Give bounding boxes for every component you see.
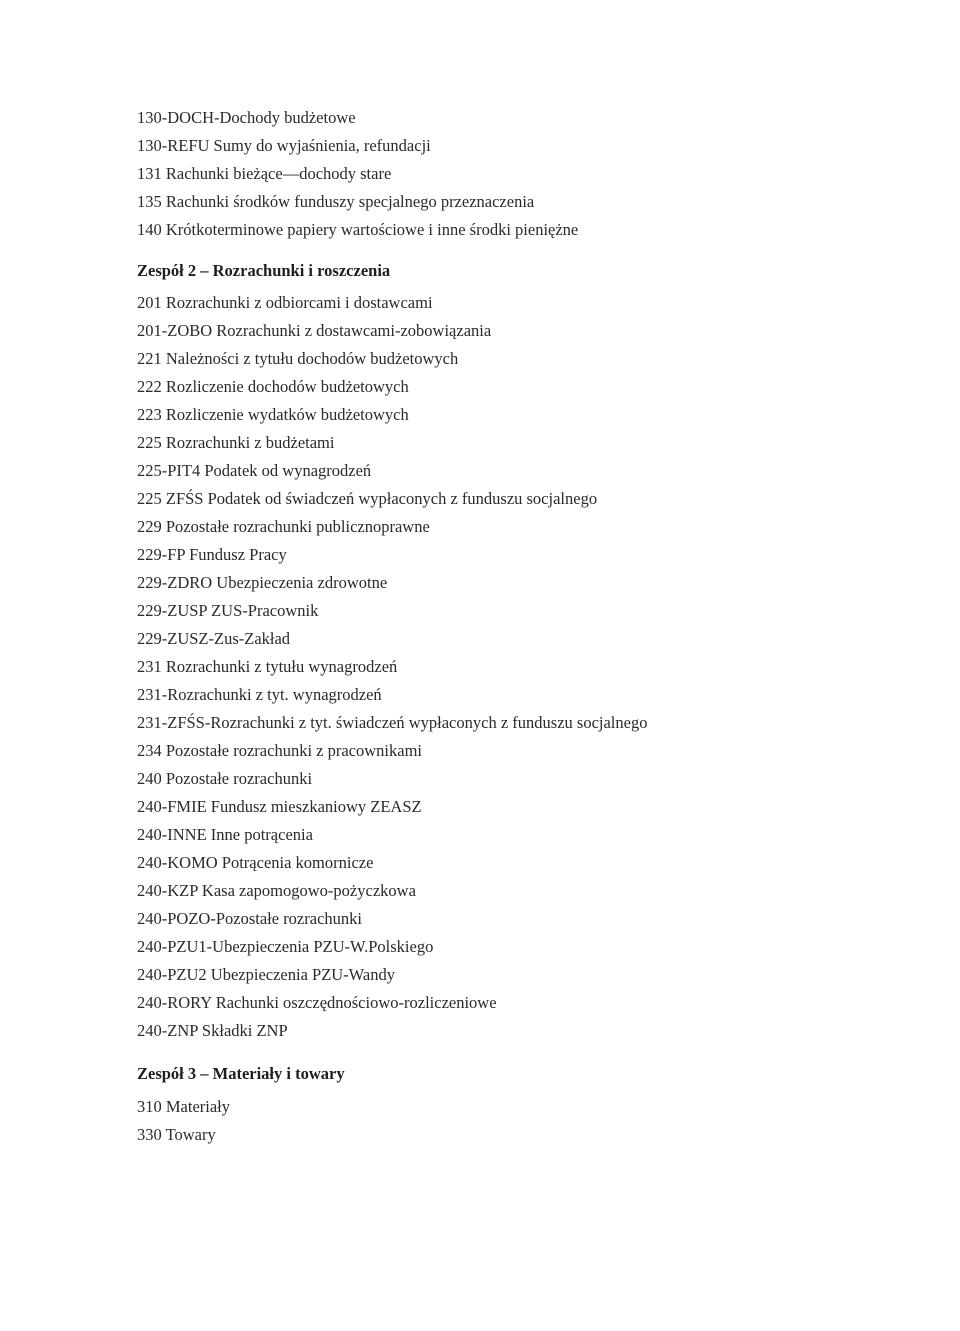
account-line: 231-ZFŚS-Rozrachunki z tyt. świadczeń wypłaconych z funduszu socjalnego: [137, 713, 648, 732]
account-list-section-2: [137, 289, 647, 1045]
account-line: 229-ZUSP ZUS-Pracownik: [137, 601, 319, 620]
account-line: 221 Należności z tytułu dochodów budżetowych: [137, 349, 459, 368]
account-line: 222 Rozliczenie dochodów budżetowych: [137, 377, 409, 396]
account-line: 231-Rozrachunki z tyt. wynagrodzeń: [137, 685, 382, 704]
account-line: 225 ZFŚS Podatek od świadczeń wypłaconych z funduszu socjalnego: [137, 489, 598, 508]
account-line: 229-ZDRO Ubezpieczenia zdrowotne: [137, 573, 388, 592]
account-line: 225-PIT4 Podatek od wynagrodzeń: [137, 461, 372, 480]
account-line: 229-FP Fundusz Pracy: [137, 545, 287, 564]
account-line: 240-INNE Inne potrącenia: [137, 825, 313, 844]
account-line: 240-FMIE Fundusz mieszkaniowy ZEASZ: [137, 797, 422, 816]
account-line: 240-ZNP Składki ZNP: [137, 1021, 288, 1040]
account-line: 130-DOCH-Dochody budżetowe: [137, 108, 356, 127]
account-line: 225 Rozrachunki z budżetami: [137, 433, 335, 452]
account-line: 240-KOMO Potrącenia komornicze: [137, 853, 374, 872]
account-line: 231 Rozrachunki z tytułu wynagrodzeń: [137, 657, 398, 676]
account-line: 201-ZOBO Rozrachunki z dostawcami-zobowiązania: [137, 321, 492, 340]
account-line: 201 Rozrachunki z odbiorcami i dostawcami: [137, 293, 433, 312]
account-line: 240-PZU2 Ubezpieczenia PZU-Wandy: [137, 965, 396, 984]
account-line: 135 Rachunki środków funduszy specjalnego przeznaczenia: [137, 192, 535, 211]
account-line: 229-ZUSZ-Zus-Zakład: [137, 629, 291, 648]
account-line: 310 Materiały: [137, 1097, 231, 1116]
account-list-section-1: [137, 104, 578, 244]
account-line: 240-POZO-Pozostałe rozrachunki: [137, 909, 362, 928]
account-line: 240-PZU1-Ubezpieczenia PZU-W.Polskiego: [137, 937, 434, 956]
section-heading-zespol-2: Zespół 2 – Rozrachunki i roszczenia: [137, 261, 391, 280]
account-line: 330 Towary: [137, 1125, 216, 1144]
account-line: 240 Pozostałe rozrachunki: [137, 769, 313, 788]
account-line: 229 Pozostałe rozrachunki publicznoprawne: [137, 517, 430, 536]
account-line: 131 Rachunki bieżące—dochody stare: [137, 164, 392, 183]
account-line: 234 Pozostałe rozrachunki z pracownikami: [137, 741, 422, 760]
account-line: 223 Rozliczenie wydatków budżetowych: [137, 405, 409, 424]
account-list-section-3: [137, 1093, 230, 1149]
section-heading-zespol-3: Zespół 3 – Materiały i towary: [137, 1064, 345, 1083]
account-line: 130-REFU Sumy do wyjaśnienia, refundacji: [137, 136, 431, 155]
account-line: 140 Krótkoterminowe papiery wartościowe i inne środki pieniężne: [137, 220, 579, 239]
account-line: 240-RORY Rachunki oszczędnościowo-rozliczeniowe: [137, 993, 497, 1012]
account-line: 240-KZP Kasa zapomogowo-pożyczkowa: [137, 881, 416, 900]
